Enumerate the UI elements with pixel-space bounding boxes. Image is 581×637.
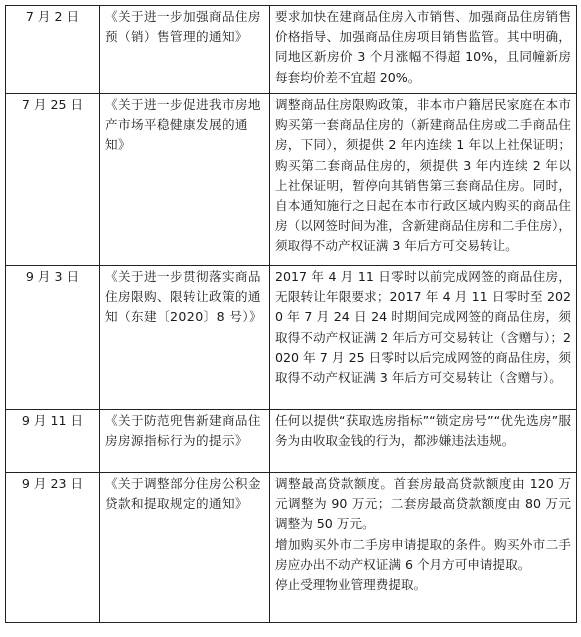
row-content — [270, 410, 577, 473]
row-date: 7 月 2 日 — [6, 6, 100, 94]
row-title: 《关于进一步贯彻落实商品住房限购、限转让政策的通知（东建〔2020〕8 号）》 — [100, 266, 270, 410]
content-paragraph: 停止受理物业管理费提取。 — [275, 577, 427, 593]
row-content — [270, 266, 577, 410]
row-title: 《关于调整部分住房公积金贷款和提取规定的通知》 — [100, 473, 270, 623]
row-content — [270, 6, 577, 94]
row-date: 9 月 23 日 — [6, 473, 100, 623]
table-row — [6, 473, 577, 623]
row-date: 7 月 25 日 — [6, 94, 100, 266]
content-paragraph: 增加购买外市二手房申请提取的条件。购买外市二手房应办出不动产权证满 6 个月方可申请提取。 — [275, 536, 571, 572]
content-paragraph: 调整最高贷款额度。首套房最高贷款额度由 120 万元调整为 90 万元；二套房最高贷款额度由 80 万元调整为 50 万元。 — [275, 476, 571, 532]
policy-table — [5, 5, 577, 623]
table-row — [6, 94, 577, 266]
row-content — [270, 94, 577, 266]
content-paragraph: 调整商品住房限购政策，非本市户籍居民家庭在本市购买第一套商品住房的（新建商品住房或二手商品住房，下同），须提供 2 年内连续 1 年以上社保证明；购买第二套商品住房的，须提供 3 年内连续 2 年以上社保证明，暂停向其销售第三套商品住房。同时，自本通知施行之日起在本市行政区域内购买的商品住房（以网签时间为准，含新建商品住房和二手住房），须取得不动产权证满 3 年后方可交易转让。 — [275, 97, 571, 254]
table-row — [6, 410, 577, 473]
row-date: 9 月 11 日 — [6, 410, 100, 473]
row-title: 《关于进一步促进我市房地产市场平稳健康发展的通知》 — [100, 94, 270, 266]
content-paragraph: 任何以提供“获取选房指标”“锁定房号”“优先选房”服务为由收取金钱的行为，都涉嫌违法违规。 — [275, 413, 571, 449]
row-date: 9 月 3 日 — [6, 266, 100, 410]
row-content — [270, 473, 577, 623]
content-paragraph: 2017 年 4 月 11 日零时以前完成网签的商品住房，无限转让年限要求；2017 年 4 月 11 日零时至 2020 年 7 月 24 日 24 时期间完成网签的商品住房，须取得不动产权证满 2 年后方可交易转让（含赠与）；2020 年 7 月 25 日零时以后完成网签的商品住房，须取得不动产权证满 3 年后方可交易转让（含赠与）。 — [275, 269, 571, 386]
table-row — [6, 6, 577, 94]
content-paragraph: 要求加快在建商品住房入市销售、加强商品住房销售价格指导、加强商品住房项目销售监管。其中明确，同地区新房价 3 个月涨幅不得超 10%，且同幢新房每套均价差不宜超 20%。 — [275, 9, 571, 85]
table-row — [6, 266, 577, 410]
row-title: 《关于防范兜售新建商品住房房源指标行为的提示》 — [100, 410, 270, 473]
row-title: 《关于进一步加强商品住房预（销）售管理的通知》 — [100, 6, 270, 94]
